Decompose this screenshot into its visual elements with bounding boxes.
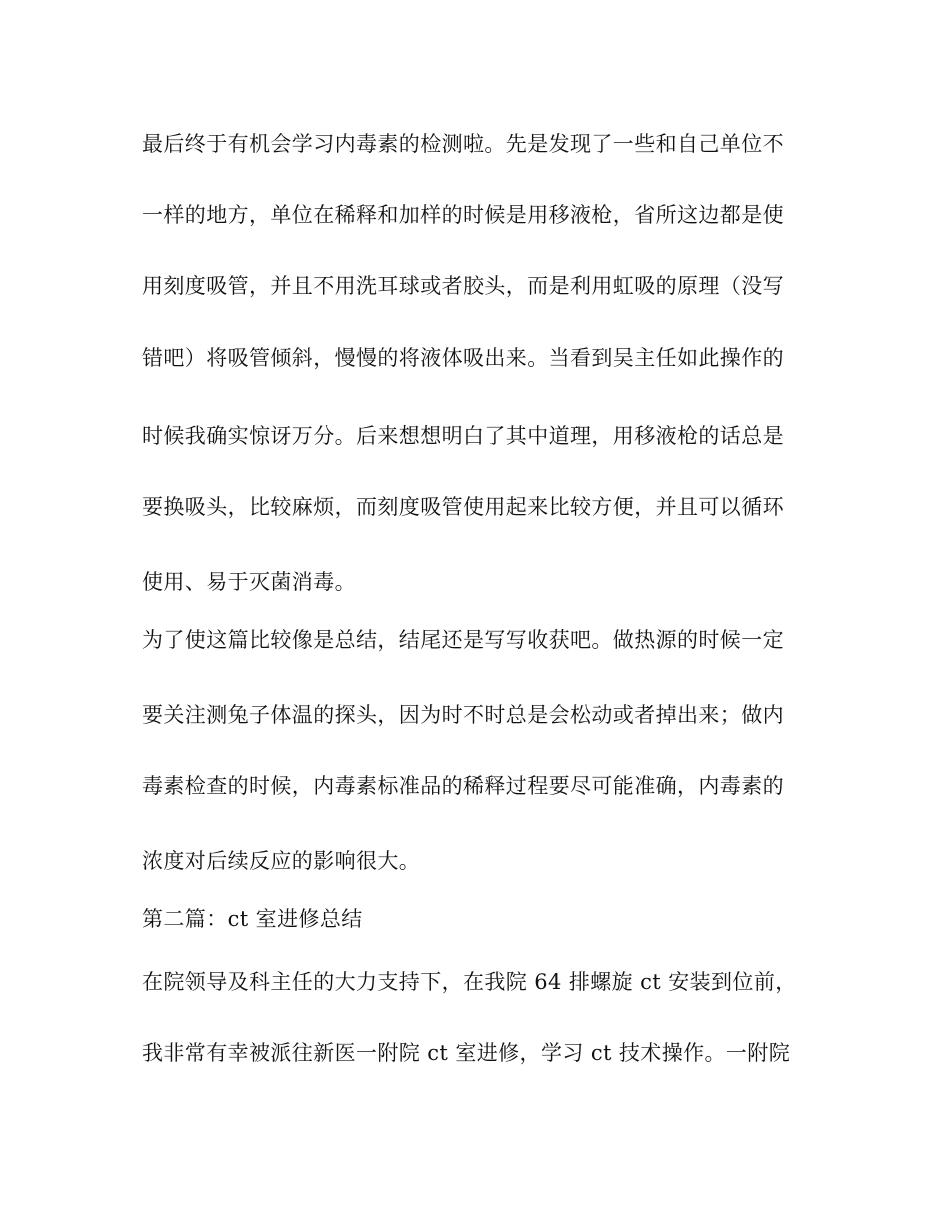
paragraph-1-line-1: 最后终于有机会学习内毒素的检测啦。先是发现了一些和自己单位不: [142, 132, 784, 156]
paragraph-3-line-2: 我非常有幸被派往新医一附院 ct 室进修，学习 ct 技术操作。一附院: [142, 1041, 791, 1065]
section-heading: 第二篇：ct 室进修总结: [142, 907, 363, 931]
paragraph-2-line-1: 为了使这篇比较像是总结，结尾还是写写收获吧。做热源的时候一定: [142, 628, 784, 652]
paragraph-1-line-5: 时候我确实惊讶万分。后来想想明白了其中道理，用移液枪的话总是: [142, 424, 784, 448]
paragraph-3-line-1: 在院领导及科主任的大力支持下，在我院 64 排螺旋 ct 安装到位前，: [142, 970, 797, 994]
paragraph-2-line-2: 要关注测兔子体温的探头，因为时不时总是会松动或者掉出来；做内: [142, 703, 784, 727]
paragraph-1-line-3: 用刻度吸管，并且不用洗耳球或者胶头，而是利用虹吸的原理（没写: [142, 274, 784, 298]
paragraph-2-line-4: 浓度对后续反应的影响很大。: [142, 849, 421, 873]
paragraph-1-line-6: 要换吸头，比较麻烦，而刻度吸管使用起来比较方便，并且可以循环: [142, 495, 784, 519]
paragraph-1-line-7: 使用、易于灭菌消毒。: [142, 570, 356, 594]
paragraph-1-line-2: 一样的地方，单位在稀释和加样的时候是用移液枪，省所这边都是使: [142, 203, 784, 227]
paragraph-2-line-3: 毒素检查的时候，内毒素标准品的稀释过程要尽可能准确，内毒素的: [142, 774, 784, 798]
paragraph-1-line-4: 错吧）将吸管倾斜，慢慢的将液体吸出来。当看到吴主任如此操作的: [142, 346, 784, 370]
